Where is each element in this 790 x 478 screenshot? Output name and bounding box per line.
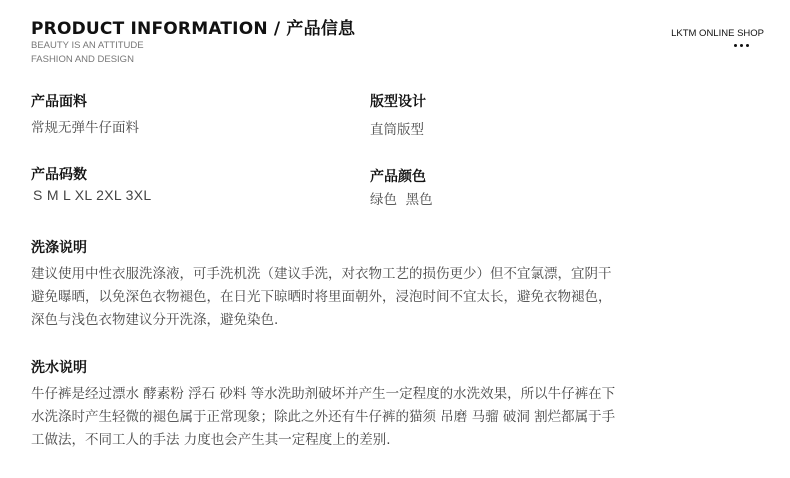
fit-label: 版型设计 bbox=[370, 94, 426, 110]
page-title: PRODUCT INFORMATION / 产品信息 bbox=[31, 19, 356, 39]
washing-line: 建议使用中性衣服洗涤液，可手洗机洗（建议手洗，对衣物工艺的损伤更少）但不宜氯漂，宜阴干 bbox=[31, 266, 612, 282]
colors-value: 绿色 黑色 bbox=[370, 192, 433, 208]
washing-label: 洗涤说明 bbox=[31, 240, 87, 256]
water-wash-line: 水洗涤时产生轻微的褪色属于正常现象；除此之外还有牛仔裤的猫须 吊磨 马骝 破洞 割烂都属于手 bbox=[31, 409, 616, 425]
water-wash-text bbox=[31, 383, 761, 452]
water-wash-line: 工做法，不同工人的手法 力度也会产生其一定程度上的差别. bbox=[31, 432, 391, 448]
fabric-value: 常规无弹牛仔面料 bbox=[31, 120, 139, 136]
colors-label: 产品颜色 bbox=[370, 169, 426, 185]
sizes-value: S M L XL 2XL 3XL bbox=[33, 187, 152, 203]
washing-line: 避免曝晒，以免深色衣物褪色，在日光下晾晒时将里面朝外，浸泡时间不宜太长，避免衣物褪色， bbox=[31, 289, 612, 305]
washing-line: 深色与浅色衣物建议分开洗涤，避免染色. bbox=[31, 312, 279, 328]
fit-value: 直筒版型 bbox=[370, 122, 424, 138]
water-wash-line: 牛仔裤是经过漂水 酵素粉 浮石 砂料 等水洗助剂破坏并产生一定程度的水洗效果，所以牛仔裤在下 bbox=[31, 386, 616, 402]
tagline-1: BEAUTY IS AN ATTITUDE bbox=[31, 40, 144, 51]
brand-name: LKTM ONLINE SHOP bbox=[671, 28, 764, 39]
washing-text bbox=[31, 263, 761, 332]
ellipsis-icon bbox=[734, 44, 749, 47]
tagline-2: FASHION AND DESIGN bbox=[31, 54, 134, 65]
sizes-label: 产品码数 bbox=[31, 167, 87, 183]
fabric-label: 产品面料 bbox=[31, 94, 87, 110]
water-wash-label: 洗水说明 bbox=[31, 360, 87, 376]
